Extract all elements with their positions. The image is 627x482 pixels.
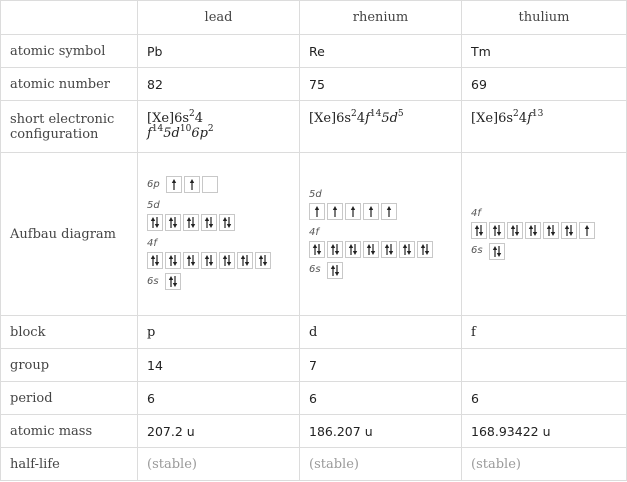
spin-pair-icon bbox=[167, 275, 179, 288]
orbital-box bbox=[579, 222, 595, 239]
subshell-heading bbox=[147, 235, 299, 250]
orbital-box bbox=[237, 252, 253, 269]
aufbau-thulium bbox=[462, 153, 627, 316]
spin-pair-icon bbox=[401, 243, 413, 256]
orbital-box bbox=[201, 214, 217, 231]
row-label: atomic symbol bbox=[1, 35, 138, 68]
cell-value: 69 bbox=[462, 68, 627, 101]
orbital-box bbox=[166, 176, 182, 193]
header-lead: lead bbox=[138, 1, 300, 35]
row-label: period bbox=[1, 382, 138, 415]
orbital-box bbox=[184, 176, 200, 193]
row-group bbox=[1, 349, 627, 382]
subshell-label: 6s bbox=[309, 264, 321, 275]
subshell-row bbox=[471, 243, 626, 260]
row-aufbau bbox=[1, 153, 627, 316]
spin-pair-icon bbox=[221, 254, 233, 267]
orbital-box bbox=[363, 203, 379, 220]
subshell-heading bbox=[309, 186, 461, 201]
cell-value: 186.207 u bbox=[300, 415, 462, 448]
subshell-orbitals bbox=[309, 203, 399, 220]
spin-pair-icon bbox=[203, 216, 215, 229]
subshell-heading bbox=[471, 205, 626, 220]
row-label: atomic mass bbox=[1, 415, 138, 448]
subshell-label: 6s bbox=[147, 275, 159, 287]
aufbau-rhenium bbox=[300, 153, 462, 316]
subshell-orbitals bbox=[147, 214, 237, 231]
subshell-label: 6p bbox=[147, 178, 160, 190]
spin-pair-icon bbox=[239, 254, 251, 267]
cell-value: (stable) bbox=[300, 448, 462, 481]
subshell-label: 5d bbox=[309, 188, 322, 200]
orbital-box bbox=[255, 252, 271, 269]
spin-pair-icon bbox=[329, 243, 341, 256]
cell-value: 14 bbox=[138, 349, 300, 382]
cell-value: Pb bbox=[138, 35, 300, 68]
spin-pair-icon bbox=[167, 254, 179, 267]
spin-pair-icon bbox=[185, 254, 197, 267]
subshell-row bbox=[309, 241, 461, 258]
spin-up-icon bbox=[347, 205, 359, 218]
config-rhenium: $[Xe]6s^24f^{14}5d^5$ bbox=[300, 101, 462, 153]
orbital-box bbox=[165, 214, 181, 231]
orbital-box bbox=[489, 243, 505, 260]
cell-value: 6 bbox=[300, 382, 462, 415]
orbital-box bbox=[561, 222, 577, 239]
spin-pair-icon bbox=[509, 224, 521, 237]
subshell-heading bbox=[309, 224, 461, 239]
cell-value bbox=[462, 349, 627, 382]
spin-pair-icon bbox=[383, 243, 395, 256]
subshell-row bbox=[147, 252, 299, 269]
orbital-box bbox=[417, 241, 433, 258]
spin-pair-icon bbox=[329, 264, 341, 277]
orbital-box bbox=[399, 241, 415, 258]
orbital-box bbox=[165, 273, 181, 290]
orbital-box bbox=[201, 252, 217, 269]
spin-up-icon bbox=[168, 178, 180, 191]
subshell-row bbox=[471, 222, 626, 239]
cell-value: 7 bbox=[300, 349, 462, 382]
spin-pair-icon bbox=[473, 224, 485, 237]
header-thulium: thulium bbox=[462, 1, 627, 35]
row-atomic-symbol bbox=[1, 35, 627, 68]
spin-pair-icon bbox=[527, 224, 539, 237]
row-period bbox=[1, 382, 627, 415]
cell-value: 207.2 u bbox=[138, 415, 300, 448]
orbital-box bbox=[471, 222, 487, 239]
orbital-box bbox=[309, 203, 325, 220]
orbital-box bbox=[202, 176, 218, 193]
subshell-orbitals bbox=[327, 262, 345, 279]
subshell-row bbox=[147, 214, 299, 231]
header-rhenium: rhenium bbox=[300, 1, 462, 35]
subshell-orbitals bbox=[166, 176, 220, 193]
spin-pair-icon bbox=[221, 216, 233, 229]
row-atomic-number bbox=[1, 68, 627, 101]
spin-pair-icon bbox=[257, 254, 269, 267]
cell-value: Tm bbox=[462, 35, 627, 68]
header-row bbox=[1, 1, 627, 35]
spin-up-icon bbox=[383, 205, 395, 218]
orbital-box bbox=[381, 241, 397, 258]
orbital-box bbox=[219, 214, 235, 231]
orbital-box bbox=[183, 214, 199, 231]
cell-value: Re bbox=[300, 35, 462, 68]
spin-up-icon bbox=[186, 178, 198, 191]
subshell-label: 6s bbox=[471, 245, 483, 256]
subshell-heading bbox=[147, 197, 299, 212]
orbital-box bbox=[345, 241, 361, 258]
cell-value: 6 bbox=[138, 382, 300, 415]
orbital-box bbox=[543, 222, 559, 239]
orbital-box bbox=[309, 241, 325, 258]
orbital-box bbox=[327, 241, 343, 258]
orbital-box bbox=[489, 222, 505, 239]
cell-value: (stable) bbox=[138, 448, 300, 481]
row-label: half-life bbox=[1, 448, 138, 481]
cell-value: p bbox=[138, 316, 300, 349]
row-block bbox=[1, 316, 627, 349]
orbital-box bbox=[507, 222, 523, 239]
row-half-life bbox=[1, 448, 627, 481]
row-label: group bbox=[1, 349, 138, 382]
orbital-box bbox=[183, 252, 199, 269]
subshell-orbitals bbox=[147, 252, 273, 269]
subshell-row bbox=[147, 176, 299, 193]
orbital-box bbox=[147, 214, 163, 231]
subshell-row bbox=[309, 262, 461, 279]
row-label bbox=[1, 101, 138, 153]
subshell-orbitals bbox=[165, 273, 183, 290]
subshell-label: 4f bbox=[471, 207, 481, 219]
spin-pair-icon bbox=[347, 243, 359, 256]
row-label-line: configuration bbox=[10, 126, 99, 142]
spin-up-icon bbox=[581, 224, 593, 237]
row-label: block bbox=[1, 316, 138, 349]
row-label-line: short electronic bbox=[10, 111, 115, 127]
orbital-box bbox=[363, 241, 379, 258]
spin-up-icon bbox=[311, 205, 323, 218]
subshell-orbitals bbox=[471, 222, 597, 239]
spin-pair-icon bbox=[491, 245, 503, 258]
cell-value: 6 bbox=[462, 382, 627, 415]
spin-pair-icon bbox=[149, 216, 161, 229]
row-label: atomic number bbox=[1, 68, 138, 101]
spin-pair-icon bbox=[167, 216, 179, 229]
subshell-row bbox=[309, 203, 461, 220]
orbital-box bbox=[525, 222, 541, 239]
orbital-box bbox=[147, 252, 163, 269]
subshell-label: 5d bbox=[147, 200, 160, 211]
orbital-box bbox=[219, 252, 235, 269]
config-thulium: $[Xe]6s^24f^{13}$ bbox=[462, 101, 627, 153]
spin-pair-icon bbox=[563, 224, 575, 237]
aufbau-lead bbox=[138, 153, 300, 316]
unit-label: u bbox=[364, 423, 373, 439]
row-atomic-mass bbox=[1, 415, 627, 448]
subshell-orbitals bbox=[309, 241, 435, 258]
subshell-orbitals bbox=[489, 243, 507, 260]
orbital-box bbox=[165, 252, 181, 269]
cell-value: 168.93422 u bbox=[462, 415, 627, 448]
orbital-box bbox=[381, 203, 397, 220]
spin-pair-icon bbox=[365, 243, 377, 256]
row-electron-config bbox=[1, 101, 627, 153]
orbital-box bbox=[327, 262, 343, 279]
row-label: Aufbau diagram bbox=[1, 153, 138, 316]
spin-pair-icon bbox=[185, 216, 197, 229]
config-lead: $[Xe]6s^24$ $f^{14}5d^{10}6p^2$ bbox=[138, 101, 300, 153]
header-corner bbox=[1, 1, 138, 35]
orbital-box bbox=[345, 203, 361, 220]
cell-value: d bbox=[300, 316, 462, 349]
spin-pair-icon bbox=[311, 243, 323, 256]
orbital-box bbox=[327, 203, 343, 220]
cell-value: 82 bbox=[138, 68, 300, 101]
unit-label: u bbox=[542, 423, 551, 439]
spin-pair-icon bbox=[545, 224, 557, 237]
cell-value: (stable) bbox=[462, 448, 627, 481]
subshell-label: 4f bbox=[309, 226, 319, 238]
spin-pair-icon bbox=[203, 254, 215, 267]
spin-pair-icon bbox=[149, 254, 161, 267]
unit-label: u bbox=[186, 423, 195, 439]
spin-pair-icon bbox=[491, 224, 503, 237]
spin-up-icon bbox=[329, 205, 341, 218]
subshell-row bbox=[147, 273, 299, 290]
cell-value: f bbox=[462, 316, 627, 349]
spin-up-icon bbox=[365, 205, 377, 218]
subshell-label: 4f bbox=[147, 238, 157, 249]
cell-value: 75 bbox=[300, 68, 462, 101]
spin-pair-icon bbox=[419, 243, 431, 256]
